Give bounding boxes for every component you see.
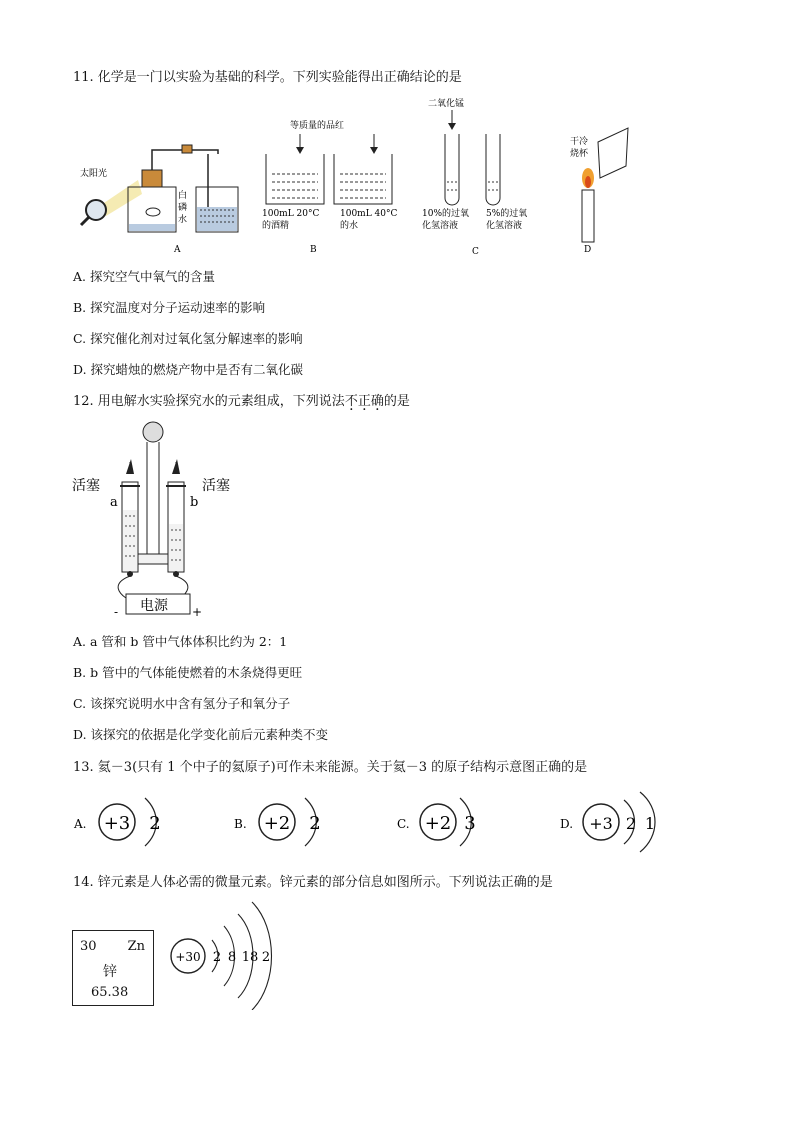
zinc-atomic-mass: 65.38	[91, 985, 129, 1000]
q13-b-shell-1: 2	[309, 813, 321, 834]
q11-option-b: B. 探究温度对分子运动速率的影响	[73, 300, 266, 315]
label-positive: +	[192, 605, 203, 619]
label-c-right-1: 5%的过氧	[486, 209, 528, 219]
q13-atomic-structure-options	[70, 790, 690, 854]
label-manganese-dioxide: 二氧化锰	[428, 99, 465, 109]
label-beaker: 烧杯	[570, 149, 589, 159]
label-equal-mass-dye: 等质量的品红	[290, 121, 345, 131]
q12-option-c: C. 该探究说明水中含有氢分子和氧分子	[73, 696, 291, 711]
q11-option-a: A. 探究空气中氧气的含量	[73, 269, 215, 284]
label-phosphorus: 磷	[178, 203, 188, 213]
q12-stem-end: 的是	[383, 394, 410, 409]
label-water: 水	[178, 215, 188, 225]
figure-b-beakers	[266, 134, 392, 204]
q12-emphasis-3: 确	[370, 394, 384, 409]
q11-option-d: D. 探究蜡烛的燃烧产物中是否有二氧化碳	[73, 362, 304, 377]
figure-a-letter: A	[174, 245, 181, 255]
question-14-stem: 14. 锌元素是人体必需的微量元素。锌元素的部分信息如图所示。下列说法正确的是	[73, 875, 553, 890]
label-c-left-1: 10%的过氧	[422, 209, 470, 219]
q13-option-c	[397, 798, 476, 846]
label-power-supply: 电源	[140, 598, 168, 614]
figure-a-apparatus	[81, 145, 238, 232]
q13-a-nucleus: +3	[103, 813, 131, 834]
label-stopcock-right: 活塞	[202, 478, 230, 494]
label-b-right-2: 的水	[340, 221, 359, 231]
q13-b-label: B.	[234, 817, 247, 831]
zinc-element-cell	[72, 930, 154, 1006]
question-12-stem	[73, 390, 410, 409]
q13-a-label: A.	[74, 817, 87, 831]
q13-d-shell-1: 2	[625, 814, 637, 833]
q12-emphasis-2: 正	[357, 394, 371, 409]
zinc-shell-4: 2	[261, 950, 271, 965]
zinc-shell-1: 2	[212, 950, 222, 965]
zinc-shell-2: 8	[227, 950, 237, 965]
question-11-stem: 11. 化学是一门以实验为基础的科学。下列实验能得出正确结论的是	[73, 70, 462, 85]
question-13-stem: 13. 氦－3(只有 1 个中子的氦原子)可作未来能源。关于氦－3 的原子结构示意图正确的是	[73, 760, 588, 775]
q13-d-shell-2: 1	[644, 814, 656, 833]
q13-b-nucleus: +2	[263, 813, 291, 834]
q13-c-shell-1: 3	[464, 813, 476, 834]
figure-b-letter: B	[310, 245, 317, 255]
q12-option-b: B. b 管中的气体能使燃着的木条烧得更旺	[73, 665, 303, 680]
electrolysis-apparatus	[118, 422, 190, 614]
q12-emphasis-1: 不	[344, 394, 358, 409]
label-c-right-2: 化氢溶液	[486, 221, 523, 231]
q13-option-b	[234, 798, 321, 846]
figure-c-letter: C	[472, 247, 479, 257]
label-c-left-2: 化氢溶液	[422, 221, 459, 231]
q13-c-label: C.	[397, 817, 410, 831]
zinc-nucleus: +30	[175, 950, 201, 964]
q11-option-c: C. 探究催化剂对过氧化氢分解速率的影响	[73, 331, 303, 346]
label-white: 白	[178, 191, 188, 201]
q13-d-label: D.	[560, 817, 574, 831]
label-stopcock-left: 活塞	[72, 478, 100, 494]
q12-electrolysis-figure	[70, 414, 250, 624]
q13-option-a	[73, 798, 161, 846]
figure-d-candle	[582, 128, 628, 242]
q12-option-d: D. 该探究的依据是化学变化前后元素种类不变	[73, 727, 329, 742]
zinc-shell-3: 18	[241, 950, 259, 965]
q12-option-a: A. a 管和 b 管中气体体积比约为 2：1	[73, 634, 288, 649]
zinc-atomic-number: 30	[80, 939, 97, 954]
q13-c-nucleus: +2	[424, 813, 452, 834]
label-tube-a: a	[110, 495, 118, 510]
figure-d-letter: D	[584, 245, 592, 255]
label-dry-cold: 干冷	[570, 137, 589, 147]
figure-c-test-tubes	[445, 110, 500, 205]
label-b-left-1: 100mL 20°C	[262, 209, 320, 219]
label-b-right-1: 100mL 40°C	[340, 209, 398, 219]
zinc-name: 锌	[103, 964, 117, 980]
zinc-atomic-structure	[168, 900, 288, 1010]
label-sunlight: 太阳光	[80, 169, 108, 179]
q11-experiment-figure	[78, 92, 638, 260]
q13-d-nucleus: +3	[589, 814, 613, 833]
label-b-left-2: 的酒精	[262, 221, 290, 231]
q13-a-shell-1: 2	[149, 813, 161, 834]
zinc-symbol: Zn	[127, 939, 145, 954]
label-negative: -	[114, 605, 119, 619]
label-tube-b: b	[190, 495, 199, 510]
q13-option-d	[560, 792, 655, 852]
q12-stem-text: 12. 用电解水实验探究水的元素组成，下列说法	[73, 394, 345, 409]
